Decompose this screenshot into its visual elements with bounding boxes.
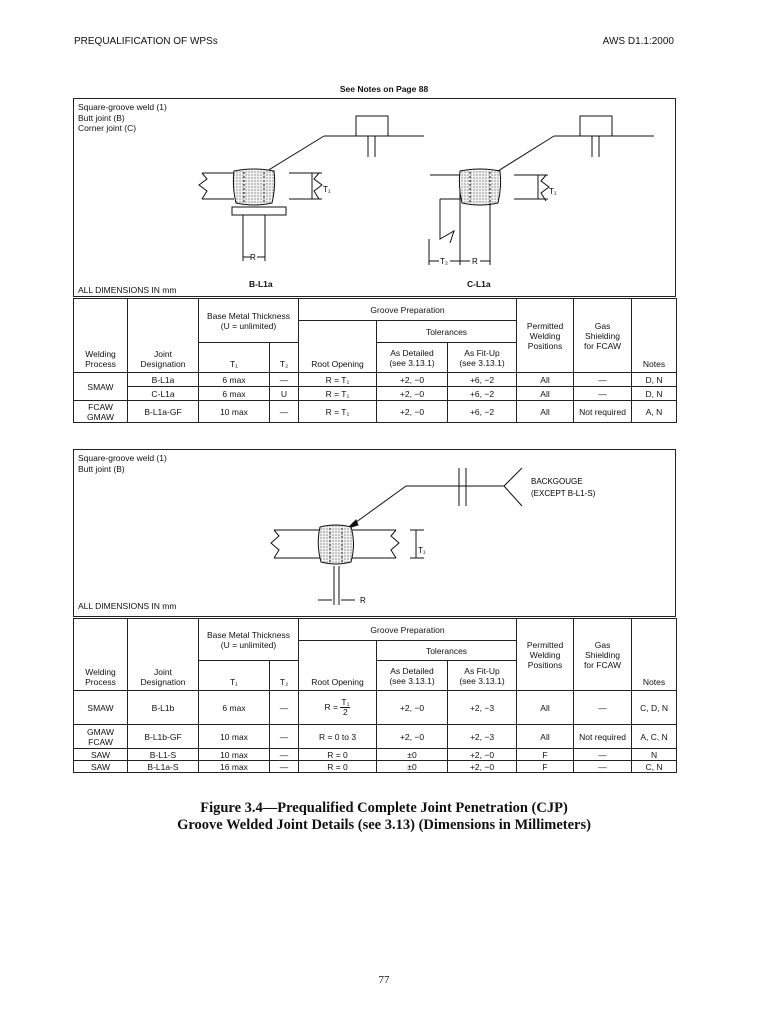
cell-process: SMAW [74,691,128,725]
cell-detailed: +2, −0 [377,691,448,725]
cell-t2: — [270,761,299,773]
table-row [74,401,677,423]
dim-t1: T₁ [418,546,426,555]
panel1-title-line: Square-groove weld (1) [78,102,167,112]
backgouge-exception: (EXCEPT B-L1-S) [531,489,596,498]
cell-t1: 10 max [199,725,270,749]
cell-positions: F [517,761,574,773]
backgouge-label: BACKGOUGE [531,477,583,486]
weld-symbol-b-l1b [348,468,522,528]
running-header-right: AWS D1.1:2000 [602,36,674,47]
joint-c-l1a-drawing [429,169,549,265]
cell-gas: — [574,373,632,387]
th-welding-process: Welding Process [74,299,128,373]
joint-b-l1a-drawing [199,169,322,261]
panel-b-l1b [73,449,676,617]
cell-root: R = 0 [299,761,377,773]
running-header-left: PREQUALIFICATION OF WPSs [74,36,218,47]
cell-t2: — [270,401,299,423]
th-gas: Gas Shielding for FCAW [574,299,632,373]
th-t1: T₁ [199,661,270,691]
panel1-title-line: Corner joint (C) [78,123,137,133]
cell-detailed: +2, −0 [377,373,448,387]
cell-positions: All [517,387,574,401]
cell-root: R = T₁ [299,373,377,387]
cell-root: R = T₁ [299,401,377,423]
th-groove-prep: Groove Preparation [299,619,517,641]
cell-process: SMAW [74,373,128,401]
cell-detailed: +2, −0 [377,387,448,401]
dim-t1-b: T₁ [323,185,331,194]
table-row [74,749,677,761]
cell-t1: 6 max [199,387,270,401]
root-prefix: R = [324,701,339,712]
table-row [74,725,677,749]
cell-detailed: ±0 [377,761,448,773]
cell-joint: B-L1b-GF [128,725,199,749]
cell-t2: — [270,691,299,725]
caption-line: Groove Welded Joint Details (see 3.13) (Dimensions in Millimeters) [177,817,591,833]
cell-notes: D, N [632,373,677,387]
table-row [74,761,677,773]
cell-process: GMAW FCAW [74,725,128,749]
cell-root: R = 0 to 3 [299,725,377,749]
table-row [74,387,677,401]
th-positions: Permitted Welding Positions [517,619,574,691]
panel1-drawing [74,99,677,298]
panel-b-l1a-c-l1a [73,98,676,297]
panel1-title-line: Butt joint (B) [78,112,125,123]
cell-process: SAW [74,761,128,773]
cell-t2: U [270,387,299,401]
joint-b-l1b-drawing [271,525,424,605]
th-as-detailed: As Detailed (see 3.13.1) [377,343,448,373]
cell-root: R = T₁ [299,387,377,401]
cell-t2: — [270,373,299,387]
dim-t1-c: T₁ [549,187,557,196]
cell-fitup: +2, −0 [448,761,517,773]
th-groove-prep: Groove Preparation [299,299,517,321]
th-notes: Notes [632,619,677,691]
th-t2: T₂ [270,661,299,691]
th-as-fitup: As Fit-Up (see 3.13.1) [448,343,517,373]
cell-notes: C, N [632,761,677,773]
cell-notes: N [632,749,677,761]
dimensions-note-1: ALL DIMENSIONS IN mm [78,285,177,295]
cell-process: SAW [74,749,128,761]
panel2-drawing [74,450,677,618]
cell-joint: B-L1a [128,373,199,387]
cell-notes: A, C, N [632,725,677,749]
cell-joint: B-L1a-S [128,761,199,773]
table-b-l1a [73,298,677,423]
table-row [74,373,677,387]
dim-r: R [360,596,366,605]
panel2-title-line: Butt joint (B) [78,463,125,474]
cell-t1: 10 max [199,401,270,423]
table-row [74,691,677,725]
cell-fitup: +6, −2 [448,373,517,387]
th-t2: T₂ [270,343,299,373]
notes-reference: See Notes on Page 88 [339,84,429,94]
weld-symbol-c-l1a [482,116,654,181]
th-notes: Notes [632,299,677,373]
cell-notes: D, N [632,387,677,401]
panel2-title-line: Square-groove weld (1) [78,453,167,463]
cell-joint: B-L1b [128,691,199,725]
cell-detailed: ±0 [377,749,448,761]
joint-label-b-l1a: B-L1a [249,279,273,289]
cell-fitup: +2, −3 [448,691,517,725]
th-root-opening: Root Opening [299,321,377,373]
cell-gas: — [574,387,632,401]
cell-notes: A, N [632,401,677,423]
th-root-opening: Root Opening [299,641,377,691]
cell-fitup: +2, −0 [448,749,517,761]
cell-gas: Not required [574,725,632,749]
cell-joint: B-L1a-GF [128,401,199,423]
dim-r-b: R [250,253,256,262]
th-welding-process: Welding Process [74,619,128,691]
root-fraction [340,698,350,717]
th-as-fitup: As Fit-Up (see 3.13.1) [448,661,517,691]
root-denominator: 2 [343,707,348,717]
cell-fitup: +2, −3 [448,725,517,749]
dim-r-c: R [472,257,478,266]
th-as-detailed: As Detailed (see 3.13.1) [377,661,448,691]
cell-t1: 16 max [199,761,270,773]
th-joint-designation: Joint Designation [128,299,199,373]
cell-fitup: +6, −2 [448,401,517,423]
cell-gas: — [574,761,632,773]
cell-t1: 6 max [199,691,270,725]
figure-caption [0,800,768,834]
root-numerator: T₁ [341,697,350,707]
cell-detailed: +2, −0 [377,725,448,749]
th-base-metal: Base Metal Thickness (U = unlimited) [199,299,299,343]
cell-positions: All [517,725,574,749]
cell-root [299,691,377,725]
cell-positions: All [517,691,574,725]
cell-t2: — [270,725,299,749]
cell-t1: 10 max [199,749,270,761]
page-number: 77 [378,974,390,986]
th-joint-designation: Joint Designation [128,619,199,691]
cell-detailed: +2, −0 [377,401,448,423]
cell-t2: — [270,749,299,761]
cell-gas: Not required [574,401,632,423]
th-base-metal: Base Metal Thickness (U = unlimited) [199,619,299,661]
cell-process: FCAW GMAW [74,401,128,423]
dim-t2-c: T₂ [440,257,448,266]
caption-line: Figure 3.4—Prequalified Complete Joint Penetration (CJP) [200,800,568,816]
cell-joint: C-L1a [128,387,199,401]
cell-positions: F [517,749,574,761]
cell-positions: All [517,373,574,387]
cell-gas: — [574,691,632,725]
th-tolerances: Tolerances [377,321,517,343]
th-tolerances: Tolerances [377,641,517,661]
dimensions-note-2: ALL DIMENSIONS IN mm [78,601,177,611]
th-t1: T₁ [199,343,270,373]
joint-label-c-l1a: C-L1a [467,279,491,289]
th-gas: Gas Shielding for FCAW [574,619,632,691]
cell-fitup: +6, −2 [448,387,517,401]
cell-root: R = 0 [299,749,377,761]
weld-symbol-b-l1a [254,116,424,179]
cell-positions: All [517,401,574,423]
th-positions: Permitted Welding Positions [517,299,574,373]
cell-joint: B-L1-S [128,749,199,761]
cell-notes: C, D, N [632,691,677,725]
cell-t1: 6 max [199,373,270,387]
cell-gas: — [574,749,632,761]
table-b-l1b [73,618,677,773]
